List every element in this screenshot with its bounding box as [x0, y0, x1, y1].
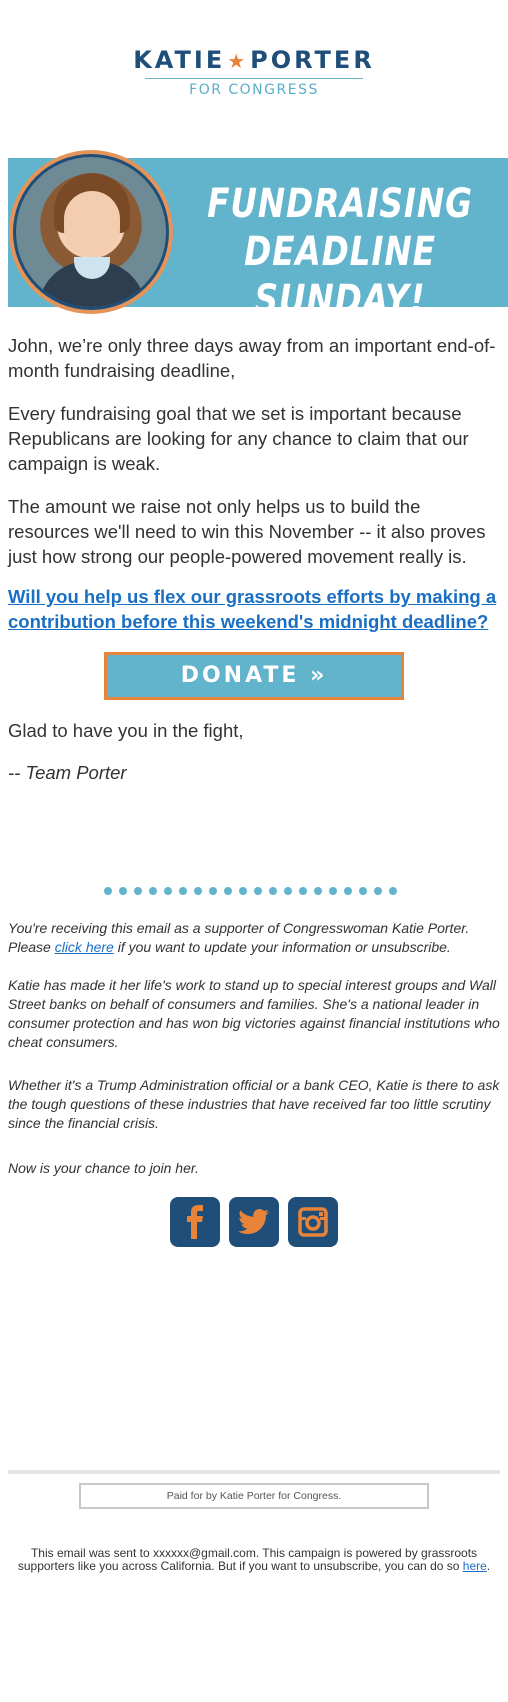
- update-info-link[interactable]: click here: [54, 939, 114, 955]
- instagram-icon[interactable]: [288, 1197, 338, 1247]
- divider-dot: [329, 887, 337, 895]
- footer-about-katie: Katie has made it her life's work to stand up to special interest groups and Wall Street banks on behalf of consumers and families. She's a national leader in consumer protection and has won big victories against financial institutions who cheat consumers.: [8, 977, 500, 1050]
- divider-dot: [164, 887, 172, 895]
- star-icon: ★: [227, 49, 249, 73]
- candidate-portrait: [9, 150, 173, 314]
- banner-headline: [202, 180, 478, 324]
- divider-dot: [104, 887, 112, 895]
- divider-dot: [134, 887, 142, 895]
- portrait-face: [64, 191, 120, 257]
- divider-dot: [344, 887, 352, 895]
- logo-divider: [145, 78, 363, 79]
- footer-notice-text: You're receiving this email as a supporter of Congresswoman Katie Porter. Please: [8, 920, 470, 955]
- divider-dot: [239, 887, 247, 895]
- unsubscribe-link[interactable]: here: [462, 1559, 487, 1573]
- social-links: [170, 1197, 338, 1247]
- divider-dot: [224, 887, 232, 895]
- divider-dot: [314, 887, 322, 895]
- footer-join-her: Now is your chance to join her.: [8, 1160, 199, 1176]
- divider-dot: [299, 887, 307, 895]
- banner-line-2: DEADLINE SUNDAY!: [244, 229, 436, 323]
- divider-dot: [254, 887, 262, 895]
- footer-notice-text-end: if you want to update your information or unsubscribe.: [113, 939, 451, 955]
- divider-dot: [269, 887, 277, 895]
- body-paragraph-2: Every fundraising goal that we set is important because Republicans are looking for any chance to claim that our campaign is weak.: [8, 403, 469, 474]
- twitter-icon[interactable]: [229, 1197, 279, 1247]
- portrait-frame: [13, 154, 169, 310]
- footer-supporter-notice: [8, 919, 504, 957]
- dot-divider: [104, 887, 397, 897]
- cta-link[interactable]: Will you help us flex our grassroots efforts by making a contribution before this weekend's midnight deadline?: [8, 586, 497, 632]
- divider-dot: [149, 887, 157, 895]
- campaign-logo: [0, 46, 508, 98]
- email-sent-notice: [8, 1547, 500, 1573]
- body-paragraph-1: John, we’re only three days away from an important end-of-month fundraising deadline,: [8, 335, 496, 381]
- sent-notice-text: This email was sent to xxxxxx@gmail.com. This campaign is powered by grassroots supporters like you across California. But if you want to unsubscribe, you can do so: [17, 1546, 478, 1573]
- divider-dot: [359, 887, 367, 895]
- sent-notice-end: .: [486, 1559, 491, 1573]
- donate-button[interactable]: DONATE »: [104, 652, 404, 700]
- divider-dot: [194, 887, 202, 895]
- cta-paragraph: [8, 584, 500, 634]
- footer-divider: [8, 1470, 500, 1474]
- banner-line-1: FUNDRAISING: [207, 181, 473, 227]
- divider-dot: [179, 887, 187, 895]
- divider-dot: [374, 887, 382, 895]
- logo-name-last: PORTER: [250, 46, 375, 74]
- logo-name-first: KATIE: [133, 46, 226, 74]
- closing-text: Glad to have you in the fight,: [8, 720, 244, 741]
- divider-dot: [209, 887, 217, 895]
- divider-dot: [284, 887, 292, 895]
- body-paragraph-3: The amount we raise not only helps us to build the resources we'll need to win this November -- it also proves just how strong our people-powered movement really is.: [8, 496, 486, 567]
- facebook-icon[interactable]: [170, 1197, 220, 1247]
- portrait-photo: [16, 157, 166, 307]
- logo-subtitle: FOR CONGRESS: [189, 82, 319, 98]
- signature: -- Team Porter: [8, 762, 127, 783]
- paid-for-disclaimer: Paid for by Katie Porter for Congress.: [79, 1483, 429, 1509]
- divider-dot: [119, 887, 127, 895]
- divider-dot: [389, 887, 397, 895]
- footer-tough-questions: Whether it's a Trump Administration official or a bank CEO, Katie is there to ask the tough questions of these industries that have received far too little scrutiny since the financial crisis.: [8, 1077, 500, 1131]
- logo-wordmark: [0, 46, 508, 75]
